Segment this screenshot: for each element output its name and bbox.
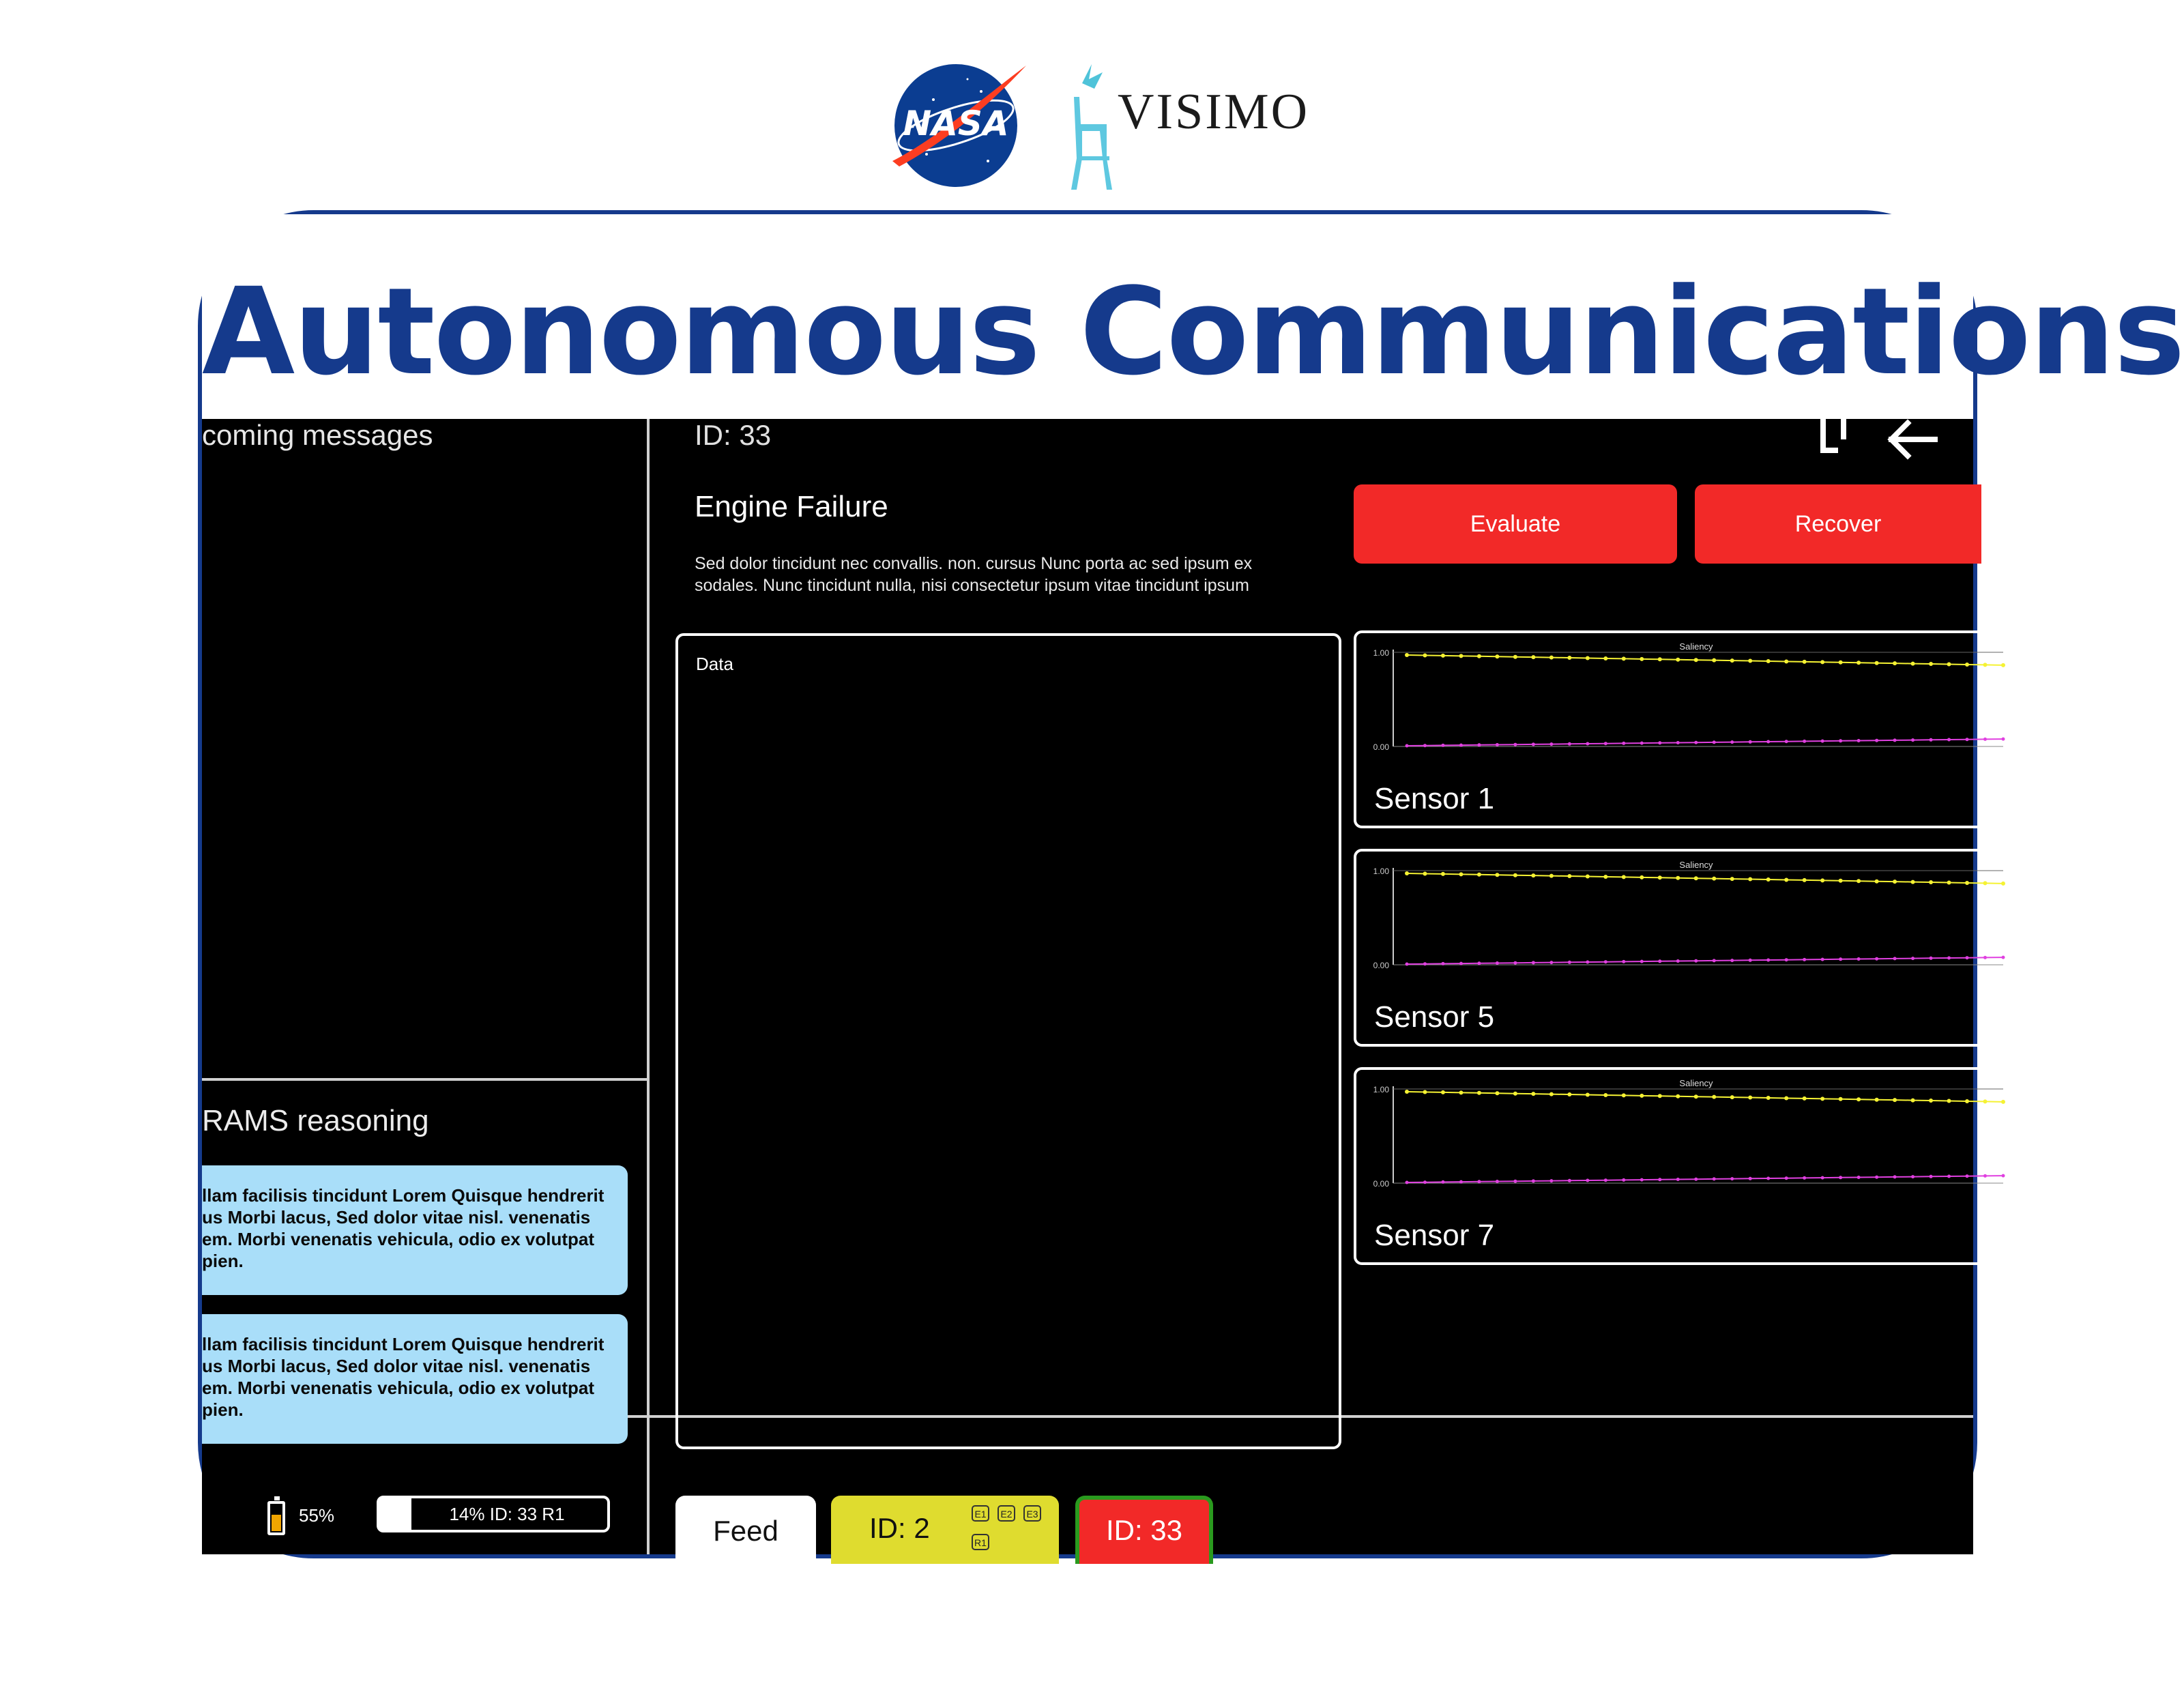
chart-ytick: 1.00: [1373, 648, 1389, 658]
logo-bar: [0, 55, 2156, 198]
series-point: [1766, 740, 1770, 744]
card-text-line: pien.: [202, 1251, 244, 1271]
series-point: [1423, 1180, 1427, 1184]
series-point: [1875, 880, 1879, 884]
series-point: [1803, 1096, 1807, 1101]
event-description: [695, 553, 1252, 596]
series-point: [1911, 1175, 1914, 1178]
series-point: [1947, 881, 1951, 885]
series-point: [1676, 1094, 1680, 1099]
series-point: [1694, 741, 1698, 744]
series-point: [1658, 741, 1661, 744]
series-point: [1406, 1181, 1409, 1184]
series-point: [1857, 1176, 1861, 1179]
event-description-line: Sed dolor tincidunt nec convallis. non. cursus Nunc porta ac sed ipsum ex: [695, 554, 1253, 573]
saliency-chart: [1362, 637, 2003, 774]
series-point: [1513, 655, 1517, 659]
series-point: [1513, 961, 1517, 965]
series-point: [1694, 876, 1698, 880]
series-point: [2002, 956, 2005, 959]
tab-chip: R1: [972, 1534, 989, 1550]
series-point: [1821, 1176, 1824, 1180]
series-point: [1406, 963, 1409, 966]
sidebar-section-divider: [202, 1078, 648, 1081]
visimo-logo: [1062, 56, 1310, 199]
series-point: [1531, 655, 1535, 659]
series-point: [1658, 1094, 1662, 1098]
series-point: [1766, 877, 1771, 882]
chart-ytick: 0.00: [1373, 742, 1389, 752]
back-arrow-icon[interactable]: [1886, 419, 1938, 460]
series-point: [1730, 1095, 1734, 1099]
series-point: [1748, 1096, 1752, 1100]
series-point: [1405, 653, 1409, 657]
series-point: [1423, 744, 1427, 747]
series-point: [1713, 959, 1716, 962]
series-point: [1694, 658, 1698, 662]
series-point: [1857, 739, 1861, 742]
series-point: [1875, 957, 1878, 961]
series-point: [1947, 663, 1951, 667]
series-point: [1477, 873, 1481, 877]
series-point: [1423, 1090, 1427, 1094]
card-text-line: em. Morbi venenatis vehicula, odio ex volutpat: [202, 1229, 595, 1249]
tab-id-2-label: ID: 2: [869, 1512, 930, 1544]
app-screen: [202, 419, 1973, 1554]
series-point: [1784, 659, 1788, 663]
series-point: [1839, 957, 1842, 961]
chart-title: Saliency: [1679, 1078, 1713, 1088]
series-point: [1803, 878, 1807, 882]
event-description-line: sodales. Nunc tincidunt nulla, nisi consectetur ipsum vitae tincidunt ipsum: [695, 576, 1249, 595]
series-point: [1929, 1099, 1933, 1103]
sensor-label: Sensor 5: [1374, 1000, 1495, 1034]
series-point: [1820, 1096, 1824, 1101]
series-point: [1694, 959, 1698, 963]
sensor-card[interactable]: [1354, 630, 2009, 828]
series-point: [1749, 740, 1752, 744]
series-point: [1947, 1099, 1951, 1103]
series-point: [1567, 874, 1571, 878]
series-point: [1785, 1176, 1788, 1180]
series-point: [1531, 873, 1535, 877]
series-point: [1567, 656, 1571, 660]
series-point: [1477, 1180, 1481, 1183]
tab-id-2[interactable]: [831, 1496, 1059, 1564]
series-point: [1821, 958, 1824, 961]
series-point: [1622, 1093, 1626, 1097]
tab-chip: E3: [1023, 1505, 1041, 1522]
series-point: [1658, 875, 1662, 880]
series-point: [1839, 660, 1843, 665]
visimo-logo-text: VISIMO: [1118, 84, 1310, 140]
series-point: [1966, 956, 1969, 959]
data-panel-label: Data: [696, 654, 733, 674]
series-point: [1549, 1092, 1554, 1096]
series-point: [1965, 663, 1969, 667]
series-point: [1875, 661, 1879, 665]
series-point: [1513, 743, 1517, 746]
series-point: [1730, 740, 1734, 744]
series-point: [1658, 657, 1662, 661]
series-point: [1766, 659, 1771, 663]
series-point: [1676, 876, 1680, 880]
series-point: [1603, 875, 1607, 879]
series-point: [1604, 742, 1607, 745]
series-point: [1965, 1099, 1969, 1103]
sidebar-divider: [647, 419, 650, 1554]
series-point: [1604, 1178, 1607, 1182]
series-point: [2001, 663, 2005, 667]
series-point: [1477, 1091, 1481, 1095]
series-point: [1983, 956, 1987, 959]
series-point: [1929, 662, 1933, 666]
series-point: [1531, 1092, 1535, 1096]
progress-text: 14% ID: 33 R1: [449, 1504, 565, 1524]
series-point: [1586, 1093, 1590, 1097]
series-point: [1441, 1180, 1444, 1184]
series-point: [1694, 1094, 1698, 1099]
series-point: [1839, 1176, 1842, 1179]
series-point: [1857, 957, 1861, 961]
series-point: [1604, 960, 1607, 963]
series-point: [1622, 960, 1625, 963]
series-point: [1930, 1175, 1933, 1178]
series-point: [1857, 660, 1861, 665]
message-id-label: ID: 33: [695, 419, 772, 451]
series-point: [1622, 1178, 1625, 1182]
series-point: [1459, 654, 1463, 658]
series-point: [1459, 962, 1463, 965]
series-point: [1568, 961, 1571, 964]
app-frame: [198, 210, 2184, 1558]
sensor-label: Sensor 1: [1374, 782, 1495, 815]
series-point: [1820, 878, 1824, 882]
series-point: [1893, 880, 1897, 884]
series-point: [1586, 742, 1589, 746]
series-point: [1496, 961, 1499, 965]
card-text-line: em. Morbi venenatis vehicula, odio ex volutpat: [202, 1378, 595, 1398]
chart-ytick: 1.00: [1373, 867, 1389, 876]
series-point: [1405, 1090, 1409, 1094]
series-point: [1730, 959, 1734, 962]
series-point: [1568, 1179, 1571, 1182]
series-point: [1676, 658, 1680, 662]
series-point: [1423, 871, 1427, 875]
series-point: [1477, 961, 1481, 965]
tab-feed[interactable]: Feed: [675, 1496, 816, 1564]
sensor-label: Sensor 7: [1374, 1219, 1495, 1252]
series-point: [1586, 961, 1589, 964]
series-point: [1875, 1098, 1879, 1102]
battery-percent: 55%: [299, 1505, 335, 1526]
series-point: [1441, 872, 1445, 876]
incoming-messages-heading: coming messages: [202, 419, 433, 451]
chart-ytick: 1.00: [1373, 1085, 1389, 1094]
series-point: [1966, 1174, 1969, 1178]
series-point: [1441, 1090, 1445, 1094]
series-point: [1459, 744, 1463, 747]
series-point: [1495, 654, 1499, 658]
series-point: [1549, 961, 1553, 964]
series-point: [1477, 654, 1481, 658]
series-point: [1785, 958, 1788, 961]
series-point: [1839, 1097, 1843, 1101]
series-point: [1839, 879, 1843, 883]
mission-progress-bar: [377, 1496, 610, 1532]
series-point: [1748, 877, 1752, 882]
series-point: [1947, 957, 1951, 960]
series-point: [1947, 738, 1951, 742]
series-point: [1567, 1092, 1571, 1096]
series-point: [1441, 744, 1444, 747]
series-point: [1477, 743, 1481, 746]
series-point: [1603, 656, 1607, 660]
page-title: Autonomous Communications: [202, 262, 2184, 402]
series-point: [1930, 957, 1933, 960]
series-point: [1893, 1098, 1897, 1102]
series-point: [2002, 738, 2005, 741]
series-point: [1712, 877, 1716, 881]
series-point: [1549, 874, 1554, 878]
series-point: [1640, 875, 1644, 880]
data-panel: [675, 633, 1341, 1449]
series-point: [1423, 962, 1427, 965]
series-point: [1766, 959, 1770, 962]
series-point: [1730, 1177, 1734, 1180]
series-point: [1603, 1093, 1607, 1097]
series-point: [1821, 740, 1824, 743]
series-point: [1784, 1096, 1788, 1100]
chart-ytick: 0.00: [1373, 961, 1389, 970]
card-text-line: llam facilisis tincidunt Lorem Quisque hendrerit: [202, 1334, 605, 1354]
series-point: [1640, 742, 1644, 745]
tab-id-33[interactable]: ID: 33: [1075, 1496, 1213, 1564]
battery-icon: [267, 1501, 285, 1535]
series-point: [1875, 1176, 1878, 1179]
series-point: [1694, 1178, 1698, 1181]
series-point: [1568, 742, 1571, 746]
series-point: [1513, 1092, 1517, 1096]
series-point: [1713, 1177, 1716, 1180]
series-point: [1532, 1179, 1535, 1182]
series-point: [1911, 880, 1915, 884]
series-point: [1676, 959, 1680, 963]
recover-button[interactable]: Recover: [1695, 484, 1981, 564]
series-point: [1586, 1179, 1589, 1182]
series-point: [1423, 653, 1427, 657]
series-point: [1640, 960, 1644, 963]
series-point: [1983, 663, 1988, 667]
series-point: [1766, 1096, 1771, 1100]
card-text-line: us Morbi lacus, Sed dolor vitae nisl. venenatis: [202, 1356, 591, 1376]
series-point: [1513, 1180, 1517, 1183]
series-point: [1532, 742, 1535, 746]
series-point: [1496, 1180, 1499, 1183]
series-point: [1676, 1178, 1680, 1181]
series-point: [1549, 656, 1554, 660]
series-point: [1441, 654, 1445, 658]
series-point: [1857, 1097, 1861, 1101]
series-point: [2001, 1100, 2005, 1104]
series-point: [1658, 959, 1661, 963]
series-point: [1947, 1175, 1951, 1178]
series-point: [1513, 873, 1517, 877]
chart-ytick: 0.00: [1373, 1179, 1389, 1189]
series-point: [1586, 656, 1590, 660]
series-point: [1749, 959, 1752, 962]
series-point: [1459, 872, 1463, 876]
bookmark-icon[interactable]: [1820, 419, 1859, 453]
series-point: [1929, 880, 1933, 884]
series-point: [1459, 1090, 1463, 1094]
series-point: [1839, 739, 1842, 742]
visimo-chair-icon: [1062, 56, 1116, 199]
series-point: [1712, 1095, 1716, 1099]
series-point: [1748, 659, 1752, 663]
series-point: [1784, 877, 1788, 882]
series-point: [1586, 875, 1590, 879]
card-text-line: pien.: [202, 1399, 244, 1420]
reasoning-card[interactable]: [202, 1165, 628, 1295]
chart-title: Saliency: [1679, 641, 1713, 652]
series-point: [1730, 658, 1734, 663]
series-point: [1640, 657, 1644, 661]
event-title: Engine Failure: [695, 490, 888, 523]
series-point: [1622, 875, 1626, 879]
series-point: [1713, 740, 1716, 744]
series-point: [2001, 882, 2005, 886]
series-point: [1911, 662, 1915, 666]
rams-reasoning-heading: RAMS reasoning: [202, 1104, 429, 1137]
nasa-logo-text: NASA: [903, 104, 1009, 143]
series-point: [1966, 738, 1969, 741]
battery-level: [272, 1515, 281, 1531]
series-point: [1893, 1175, 1897, 1178]
sensor-card[interactable]: [1354, 849, 2009, 1047]
series-point: [1875, 739, 1878, 742]
saliency-chart: [1362, 856, 2003, 992]
series-point: [1911, 957, 1914, 960]
series-point: [1911, 1099, 1915, 1103]
series-point: [1441, 962, 1444, 965]
series-point: [2002, 1174, 2005, 1178]
title-band: [202, 214, 2184, 419]
series-point: [1803, 1176, 1806, 1180]
series-point: [1532, 961, 1535, 964]
series-point: [1640, 1094, 1644, 1098]
series-point: [1749, 1177, 1752, 1180]
series-point: [1405, 871, 1409, 875]
series-point: [1983, 1174, 1987, 1178]
series-point: [1983, 738, 1987, 741]
series-point: [1803, 740, 1806, 743]
series-point: [1549, 742, 1553, 746]
series-point: [1893, 738, 1897, 742]
series-point: [1658, 1178, 1661, 1181]
series-point: [1893, 957, 1897, 960]
tab-chip: E1: [972, 1505, 989, 1522]
series-point: [1983, 1099, 1988, 1103]
series-point: [1930, 738, 1933, 742]
series-point: [1965, 881, 1969, 885]
sensor-card[interactable]: [1354, 1067, 2009, 1265]
series-point: [1496, 743, 1499, 746]
series-point: [1622, 656, 1626, 660]
series-point: [1459, 1180, 1463, 1184]
series-point: [1676, 741, 1680, 744]
series-point: [1549, 1179, 1553, 1182]
series-point: [1857, 879, 1861, 883]
saliency-chart: [1362, 1074, 2003, 1210]
series-point: [1911, 738, 1914, 742]
series-point: [1766, 1177, 1770, 1180]
series-point: [1712, 658, 1716, 663]
series-point: [1622, 742, 1625, 745]
series-point: [1640, 1178, 1644, 1182]
chart-title: Saliency: [1679, 860, 1713, 870]
tab-chip: E2: [998, 1505, 1015, 1522]
series-point: [1495, 1091, 1499, 1095]
series-point: [1495, 873, 1499, 877]
reasoning-card[interactable]: [202, 1314, 628, 1444]
card-text-line: us Morbi lacus, Sed dolor vitae nisl. venenatis: [202, 1207, 591, 1227]
series-point: [1983, 881, 1988, 885]
card-text-line: llam facilisis tincidunt Lorem Quisque hendrerit: [202, 1185, 605, 1206]
series-point: [1785, 740, 1788, 743]
nasa-logo: [886, 59, 1026, 188]
series-point: [1803, 958, 1806, 961]
evaluate-button[interactable]: Evaluate: [1354, 484, 1677, 564]
series-point: [1406, 744, 1409, 748]
series-point: [1893, 661, 1897, 665]
series-point: [1730, 877, 1734, 881]
series-point: [1820, 660, 1824, 664]
series-point: [1803, 660, 1807, 664]
